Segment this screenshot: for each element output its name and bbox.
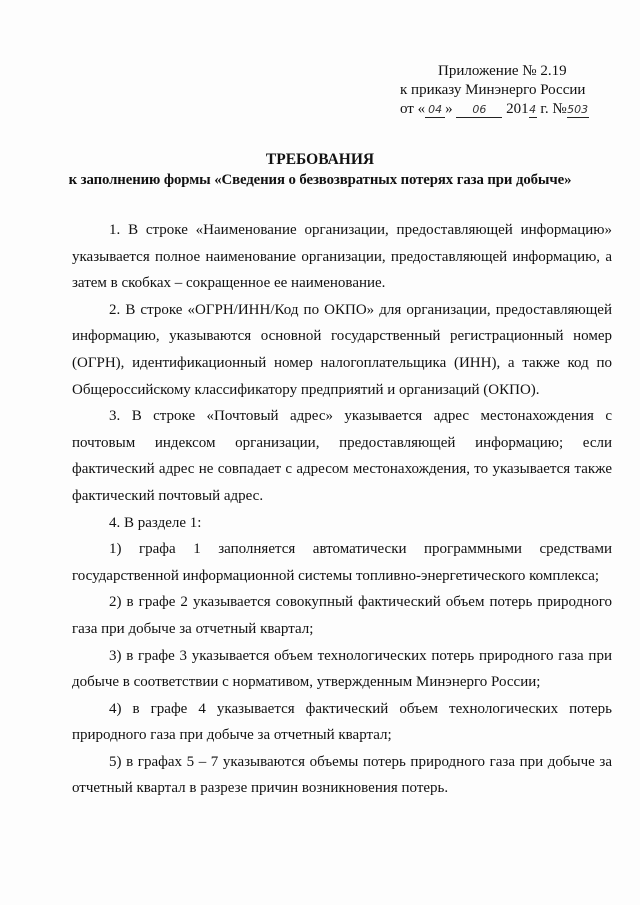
paragraph-4-item-3: 3) в графе 3 указывается объем технологических потерь природного газа при добыче в соответствии с нормативом, утвержденным Минэнерго России;: [72, 647, 612, 691]
paragraph-4-item-2: 2) в графе 2 указывается совокупный фактический объем потерь природного газа при добыче за отчетный квартал;: [72, 594, 612, 637]
document-title: ТРЕБОВАНИЯ: [265, 151, 375, 168]
paragraph-4: 4. В разделе 1:: [109, 514, 202, 531]
order-reference: к приказу Минэнерго России: [400, 82, 586, 98]
paragraph-2: 2. В строке «ОГРН/ИНН/Код по ОКПО» для организации, предоставляющей информацию, указываются основной государственный регистрационный номер (ОГРН), идентификационный номер налогоплательщика (ИНН), а также код по Общероссийскому классификатору предприятий и организаций (ОКПО).: [72, 301, 612, 398]
year-suffix: г. №: [536, 101, 567, 117]
paragraph-4-item-5: 5) в графах 5 – 7 указываются объемы потерь природного газа при добыче за отчетный квартал в разрезе причин возникновения потерь.: [72, 753, 612, 797]
date-month: 06: [456, 103, 502, 118]
order-number: 503: [567, 103, 589, 116]
paragraph-3: 3. В строке «Почтовый адрес» указывается адрес местонахождения с почтовым индексом организации, предоставляющей информацию; если фактический адрес не совпадает с адресом местонахождения, то указывается также фактический почтовый адрес.: [72, 408, 612, 504]
paragraph-4-item-4: 4) в графе 4 указывается фактический объем технологических потерь природного газа при добыче за отчетный квартал;: [72, 700, 612, 744]
date-day: 04: [425, 103, 445, 118]
date-prefix: от «: [400, 101, 426, 117]
requirements-body: [72, 217, 612, 802]
order-date-line: [400, 100, 605, 119]
document-subtitle: к заполнению формы «Сведения о безвозвратных потерях газа при добыче»: [68, 172, 572, 188]
date-mid: »: [445, 101, 457, 117]
year-prefix: 201: [502, 101, 529, 117]
appendix-number: Приложение № 2.19: [438, 63, 567, 79]
paragraph-1: 1. В строке «Наименование организации, предоставляющей информацию» указывается полное наименование организации, предоставляющей информацию, а затем в скобках – сокращенное ее наименование.: [72, 222, 612, 292]
appendix-header: [400, 62, 605, 119]
paragraph-4-item-1: 1) графа 1 заполняется автоматически программными средствами государственной информационной системы топливно-энергетического комплекса;: [72, 541, 612, 584]
year-digit: 4: [529, 103, 537, 116]
